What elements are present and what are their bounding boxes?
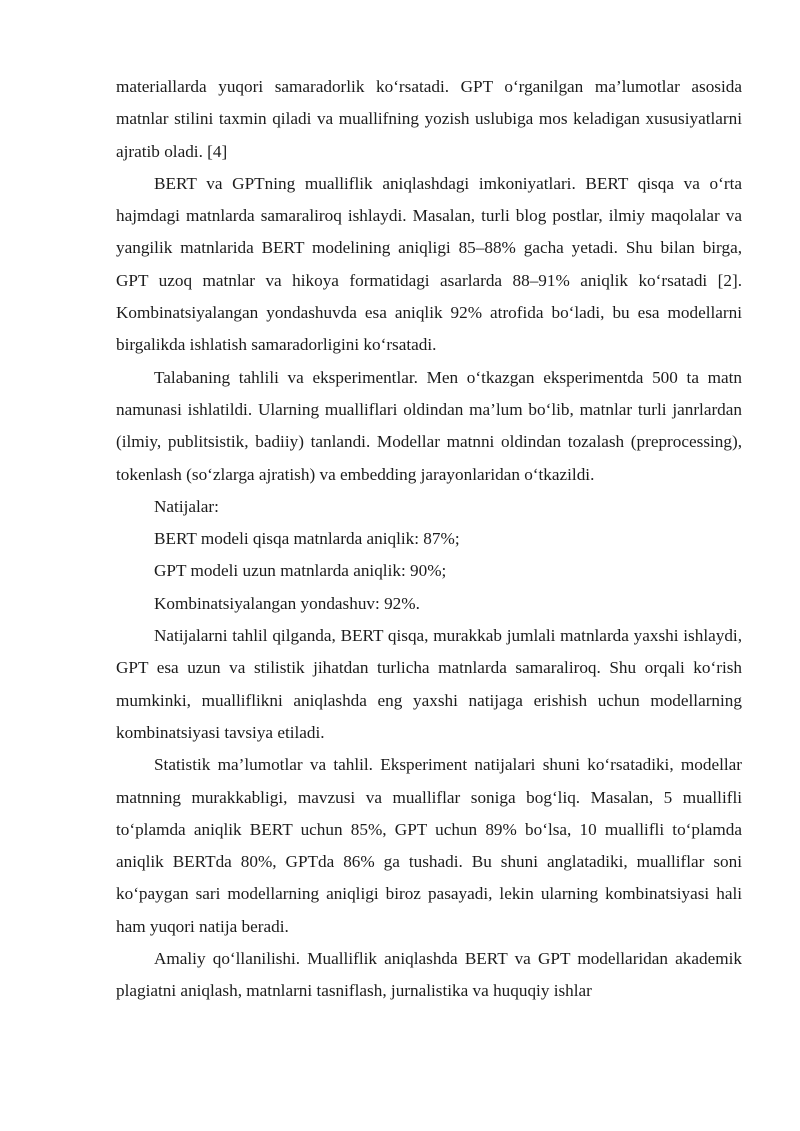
- paragraph-bert-gpt-capabilities: BERT va GPTning mualliflik aniqlashdagi imkoniyatlari. BERT qisqa va o‘rta hajmdagi matnlarda samaraliroq ishlaydi. Masalan, turli blog postlar, ilmiy maqolalar va yangilik matnlarida BERT modelining aniqligi 85–88% gacha yetadi. Shu bilan birga, GPT uzoq matnlar va hikoya formatidagi asarlarda 88–91% aniqlik ko‘rsatadi [2]. Kombinatsiyalangan yondashuvda esa aniqlik 92% atrofida bo‘ladi, bu esa modellarni birgalikda ishlatish samaradorligini ko‘rsatadi.: [116, 173, 742, 355]
- body-text: [116, 71, 742, 1008]
- result-combined: Kombinatsiyalangan yondashuv: 92%.: [154, 593, 420, 613]
- results-heading: Natijalar:: [154, 496, 219, 516]
- paragraph-results-analysis: Natijalarni tahlil qilganda, BERT qisqa, murakkab jumlali matnlarda yaxshi ishlaydi, GPT esa uzun va stilistik jihatdan turlicha matnlarda samaraliroq. Shu orqali ko‘rish mumkinki, mualliflikni aniqlashda eng yaxshi natijaga erishish uchun modellarning kombinatsiyasi tavsiya etiladi.: [116, 626, 742, 742]
- paragraph-student-experiments: Talabaning tahlili va eksperimentlar. Men o‘tkazgan eksperimentda 500 ta matn namunasi ishlatildi. Ularning mualliflari oldindan ma’lum bo‘lib, matnlar turli janrlardan (ilmiy, publitsistik, badiiy) tanlandi. Modellar matnni oldindan tozalash (preprocessing), tokenlash (so‘zlarga ajratish) va embedding jarayonlaridan o‘tkazildi.: [116, 367, 742, 484]
- paragraph-continuation: materiallarda yuqori samaradorlik ko‘rsatadi. GPT o‘rganilgan ma’lumotlar asosida matnlar stilini taxmin qiladi va muallifning yozish uslubiga mos keladigan xususiyatlarni ajratib oladi. [4]: [116, 77, 742, 161]
- paragraph-statistics: Statistik ma’lumotlar va tahlil. Eksperiment natijalari shuni ko‘rsatadiki, modellar matnning murakkabligi, mavzusi va mualliflar soniga bog‘liq. Masalan, 5 muallifli to‘plamda aniqlik BERT uchun 85%, GPT uchun 89% bo‘lsa, 10 muallifli to‘plamda aniqlik BERTda 80%, GPTda 86% ga tushadi. Bu shuni anglatadiki, mualliflar soni ko‘paygan sari modellarning aniqligi biroz pasayadi, lekin ularning kombinatsiyasi hali ham yuqori natija beradi.: [116, 755, 742, 936]
- paragraph-practical-use: Amaliy qo‘llanilishi. Mualliflik aniqlashda BERT va GPT modellaridan akademik plagiatni aniqlash, matnlarni tasniflash, jurnalistika va huquqiy ishlar: [116, 949, 742, 1001]
- result-gpt: GPT modeli uzun matnlarda aniqlik: 90%;: [154, 561, 447, 581]
- result-bert: BERT modeli qisqa matnlarda aniqlik: 87%;: [154, 529, 460, 549]
